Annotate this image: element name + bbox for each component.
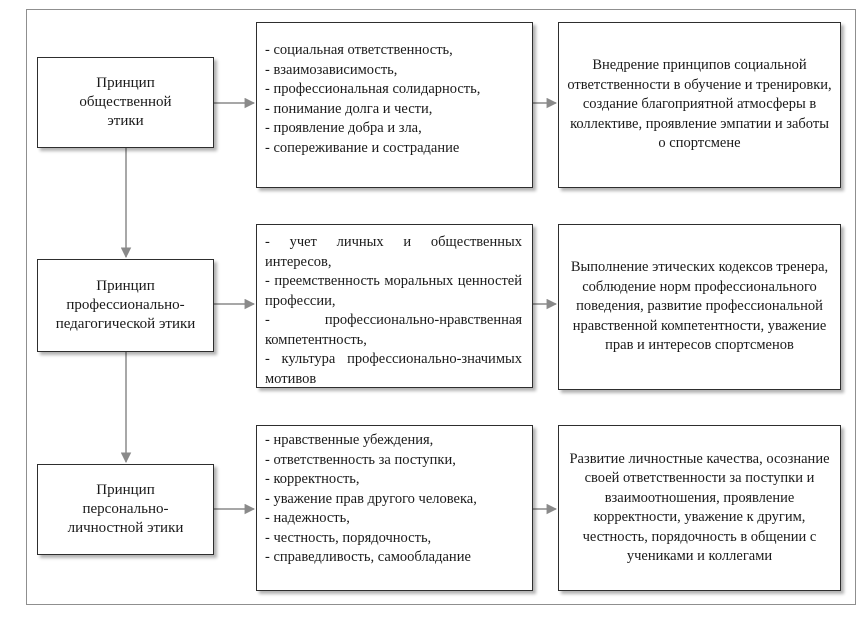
list-item: - сопереживание и сострадание: [265, 139, 460, 156]
list-item: - профессионально-нравственная компетентность,: [265, 312, 522, 348]
values-box-professional-pedagogical-ethics: [256, 224, 533, 388]
result-box-personal-ethics: [558, 425, 841, 591]
list-item: - культура профессионально-значимых мотивов: [265, 351, 522, 387]
principle-label: Принцип персонально-личностной этики: [67, 482, 184, 536]
list-item: - честность, порядочность,: [265, 529, 432, 546]
principle-box-personal-ethics: [37, 464, 214, 555]
result-text: Развитие личностные качества, осознание своей ответственности за поступки и взаимоотношения, проявление корректности, уважение к другим, честность, порядочность в общении с учениками и коллегами: [569, 450, 830, 564]
principle-box-public-ethics: [37, 57, 214, 148]
list-item: - социальная ответственность,: [265, 42, 453, 58]
list-item: - корректность,: [265, 471, 360, 487]
list-item: - надежность,: [265, 510, 350, 526]
result-text: Внедрение принципов социальной ответственности в обучение и тренировки, создание благоприятной атмосферы в коллективе, проявление эмпатии и заботы о спортсмене: [567, 57, 832, 152]
list-item: - уважение прав другого человека,: [265, 490, 477, 507]
list-item: - взаимозависимость,: [265, 61, 398, 78]
result-text: Выполнение этических кодексов тренера, соблюдение норм профессионального поведения, развитие профессиональной нравственной компетентности, уважение прав и интересов спортсменов: [570, 259, 829, 354]
principle-label: Принцип общественной этики: [79, 75, 172, 129]
values-box-personal-ethics: [256, 425, 533, 591]
list-item: - ответственность за поступки,: [265, 451, 456, 468]
result-box-professional-pedagogical-ethics: [558, 224, 841, 390]
list-item: - проявление добра и зла,: [265, 120, 422, 136]
list-item: - профессиональная солидарность,: [265, 81, 481, 97]
values-box-public-ethics: [256, 22, 533, 188]
principle-box-professional-pedagogical-ethics: [37, 259, 214, 352]
list-item: - нравственные убеждения,: [265, 432, 434, 448]
list-item: - понимание долга и чести,: [265, 100, 433, 117]
list-item: - учет личных и общественных интересов,: [265, 234, 522, 270]
list-item: - справедливость, самообладание: [265, 549, 471, 565]
principle-label: Принцип профессионально-педагогической этики: [55, 278, 196, 332]
result-box-public-ethics: [558, 22, 841, 188]
list-item: - преемственность моральных ценностей профессии,: [265, 273, 522, 309]
